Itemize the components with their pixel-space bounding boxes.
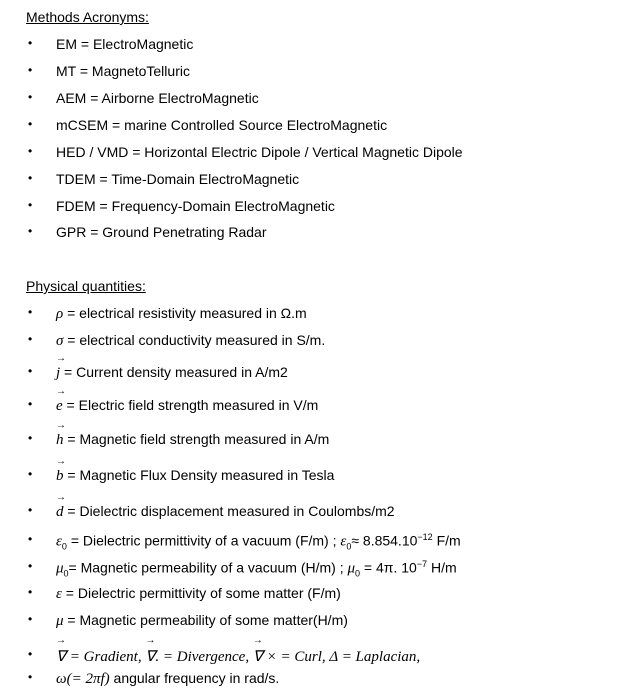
method-fdem: FDEM = Frequency-Domain ElectroMagnetic bbox=[56, 198, 335, 214]
list-item bbox=[0, 670, 630, 696]
sigma-text: = electrical conductivity measured in S/m. bbox=[63, 332, 326, 348]
mu0-value: = 4π. 10 bbox=[360, 559, 417, 576]
bullet: • bbox=[28, 585, 33, 599]
list-item bbox=[0, 198, 630, 224]
curl-text: × = Curl bbox=[262, 649, 322, 665]
bullet: • bbox=[28, 647, 33, 661]
omega-symbol: ω(= 2πf) bbox=[56, 671, 110, 687]
quantity-mu0 bbox=[56, 559, 457, 578]
h-text: = Magnetic field strength measured in A/m bbox=[63, 431, 330, 447]
eps0-exp: −12 bbox=[417, 532, 433, 542]
bullet: • bbox=[28, 503, 33, 517]
bullet: • bbox=[28, 305, 33, 319]
list-item bbox=[0, 117, 630, 143]
eps0-sub: 0 bbox=[61, 541, 67, 552]
j-text: = Current density measured in A/m2 bbox=[60, 364, 288, 380]
method-mcsem: mCSEM = marine Controlled Source ElectroMagnetic bbox=[56, 117, 388, 133]
divergence-text: . = Divergence bbox=[155, 649, 246, 665]
bullet: • bbox=[28, 559, 33, 573]
list-item bbox=[0, 431, 630, 457]
method-tdem: TDEM = Time-Domain ElectroMagnetic bbox=[56, 171, 300, 187]
nabla-symbol: → ∇ bbox=[145, 647, 155, 666]
quantity-b bbox=[56, 467, 334, 485]
quantity-d bbox=[56, 503, 395, 521]
bullet: • bbox=[28, 467, 33, 481]
bullet: • bbox=[28, 431, 33, 445]
list-item bbox=[0, 503, 630, 529]
quantity-operators bbox=[56, 647, 420, 666]
bullet: • bbox=[28, 144, 33, 158]
mu0-exp: −7 bbox=[416, 559, 428, 569]
method-mt: MT = MagnetoTelluric bbox=[56, 63, 190, 79]
nabla-symbol: → ∇ bbox=[253, 647, 263, 666]
method-em: EM = ElectroMagnetic bbox=[56, 36, 194, 52]
list-item bbox=[0, 171, 630, 197]
sigma-symbol: σ bbox=[56, 333, 64, 349]
eps0-symbol: ε bbox=[56, 533, 62, 550]
mu-text: = Magnetic permeability of some matter(H/m) bbox=[63, 612, 348, 628]
h-symbol: → h bbox=[56, 432, 64, 449]
omega-text: angular frequency in rad/s. bbox=[109, 670, 280, 686]
eps-symbol: ε bbox=[56, 586, 62, 602]
quantity-sigma bbox=[56, 332, 325, 350]
d-text: = Dielectric displacement measured in Coulombs/m2 bbox=[63, 503, 395, 519]
method-gpr: GPR = Ground Penetrating Radar bbox=[56, 224, 267, 240]
eps-text: = Dielectric permittivity of some matter (F/m) bbox=[61, 585, 341, 601]
quantity-omega bbox=[56, 670, 279, 688]
bullet: • bbox=[28, 532, 33, 546]
gradient-text: = Gradient bbox=[66, 649, 138, 665]
eps0-value: ≈ 8.854.10 bbox=[351, 532, 418, 549]
mu0-unit: H/m bbox=[427, 559, 457, 576]
rho-symbol: ρ bbox=[56, 306, 64, 322]
rho-text: = electrical resistivity measured in Ω.m bbox=[63, 305, 307, 321]
d-symbol: → d bbox=[56, 504, 64, 521]
b-symbol: → b bbox=[56, 468, 64, 485]
bullet: • bbox=[28, 224, 33, 238]
list-item bbox=[0, 63, 630, 89]
nabla-symbol: → ∇ bbox=[56, 647, 66, 666]
bullet: • bbox=[28, 90, 33, 104]
quantity-j bbox=[56, 364, 288, 382]
quantity-h bbox=[56, 431, 329, 449]
methods-heading: Methods Acronyms: bbox=[26, 9, 149, 25]
list-item bbox=[0, 612, 630, 638]
list-item bbox=[0, 90, 630, 116]
list-item bbox=[0, 397, 630, 423]
separator: , bbox=[245, 649, 253, 665]
bullet: • bbox=[28, 670, 33, 684]
bullet: • bbox=[28, 36, 33, 50]
bullet: • bbox=[28, 364, 33, 378]
list-item bbox=[0, 305, 630, 331]
e-text: = Electric field strength measured in V/m bbox=[62, 397, 319, 413]
list-item bbox=[0, 332, 630, 358]
list-item bbox=[0, 364, 630, 390]
quantity-rho bbox=[56, 305, 307, 323]
quantity-e bbox=[56, 397, 318, 415]
quantity-eps bbox=[56, 585, 341, 603]
list-item bbox=[0, 559, 630, 585]
method-aem: AEM = Airborne ElectroMagnetic bbox=[56, 90, 259, 106]
separator: , bbox=[137, 649, 146, 665]
list-item bbox=[0, 467, 630, 493]
eps0-symbol-2: ε bbox=[340, 533, 347, 550]
mu0-text: = Magnetic permeability of a vacuum (H/m) ; bbox=[68, 559, 348, 576]
mu0-symbol: μ bbox=[56, 560, 64, 577]
bullet: • bbox=[28, 171, 33, 185]
list-item bbox=[0, 144, 630, 170]
eps0-text: = Dielectric permittivity of a vacuum (F/m) ; bbox=[66, 532, 341, 549]
quantity-eps0 bbox=[56, 532, 461, 551]
list-item bbox=[0, 36, 630, 62]
list-item bbox=[0, 224, 630, 250]
bullet: • bbox=[28, 63, 33, 77]
physical-heading: Physical quantities: bbox=[26, 278, 146, 294]
bullet: • bbox=[28, 117, 33, 131]
separator: , bbox=[321, 649, 330, 665]
bullet: • bbox=[28, 332, 33, 346]
laplacian-text: Δ = Laplacian, bbox=[329, 649, 421, 665]
mu0-sub: 0 bbox=[63, 568, 69, 579]
bullet: • bbox=[28, 198, 33, 212]
list-item bbox=[0, 532, 630, 558]
bullet: • bbox=[28, 397, 33, 411]
bullet: • bbox=[28, 612, 33, 626]
method-hed-vmd: HED / VMD = Horizontal Electric Dipole / Vertical Magnetic Dipole bbox=[56, 144, 463, 160]
eps0-sub-2: 0 bbox=[346, 541, 352, 552]
quantity-mu bbox=[56, 612, 348, 630]
mu0-sub-2: 0 bbox=[355, 568, 361, 579]
mu0-symbol-2: μ bbox=[347, 560, 356, 577]
b-text: = Magnetic Flux Density measured in Tesla bbox=[63, 467, 335, 483]
list-item bbox=[0, 585, 630, 611]
j-symbol: → j bbox=[56, 365, 60, 382]
eps0-unit: F/m bbox=[432, 532, 461, 549]
e-symbol: → e bbox=[56, 398, 63, 415]
mu-symbol: μ bbox=[56, 613, 64, 629]
